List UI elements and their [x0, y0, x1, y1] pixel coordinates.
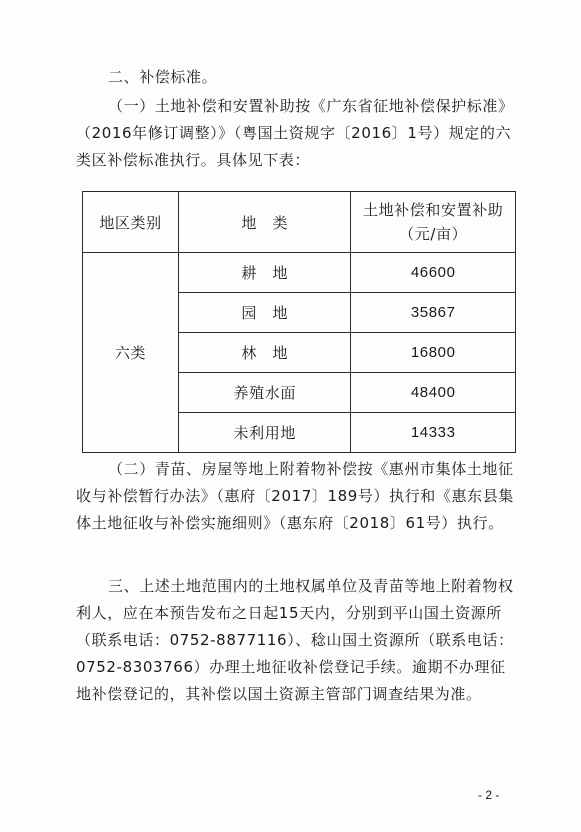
land-type-cell: 养殖水面	[179, 373, 351, 413]
header-amount	[351, 192, 516, 253]
amount-cell: 48400	[351, 373, 516, 413]
land-type-cell: 林 地	[179, 333, 351, 373]
paragraph-registration-notice: 三、上述土地范围内的土地权属单位及青苗等地上附着物权利人，应在本预告发布之日起15天内，分别到平山国土资源所（联系电话：0752-8877116）、稔山国土资源所（联系电话：0752-8303766）办理土地征收补偿登记手续。逾期不办理征地补偿登记的，其补偿以国土资源主管部门调查结果为准。	[76, 577, 514, 703]
amount-cell: 46600	[351, 253, 516, 293]
region-cell: 六类	[83, 253, 179, 453]
table-header-row	[83, 192, 516, 253]
header-amount-line1: 土地补偿和安置补助	[362, 201, 504, 219]
header-amount-line2: （元/亩）	[399, 225, 468, 243]
land-type-cell: 耕 地	[179, 253, 351, 293]
page-number: - 2 -	[478, 788, 500, 802]
table-row	[83, 253, 516, 293]
section-heading: 二、补偿标准。	[108, 68, 218, 86]
paragraph-land-compensation: （一）土地补偿和安置补助按《广东省征地补偿保护标准》（2016年修订调整）》（粤国土资规字〔2016〕1号）规定的六类区补偿标准执行。具体见下表：	[76, 97, 514, 169]
amount-cell: 16800	[351, 333, 516, 373]
amount-cell: 14333	[351, 413, 516, 453]
land-type-cell: 园 地	[179, 293, 351, 333]
amount-cell: 35867	[351, 293, 516, 333]
compensation-table	[82, 191, 516, 453]
header-land-type: 地 类	[179, 192, 351, 253]
land-type-cell: 未利用地	[179, 413, 351, 453]
paragraph-attachments-compensation: （二）青苗、房屋等地上附着物补偿按《惠州市集体土地征收与补偿暂行办法》（惠府〔2017〕189号）执行和《惠东县集体土地征收与补偿实施细则》（惠东府〔2018〕61号）执行。	[76, 460, 514, 532]
header-region: 地区类别	[83, 192, 179, 253]
